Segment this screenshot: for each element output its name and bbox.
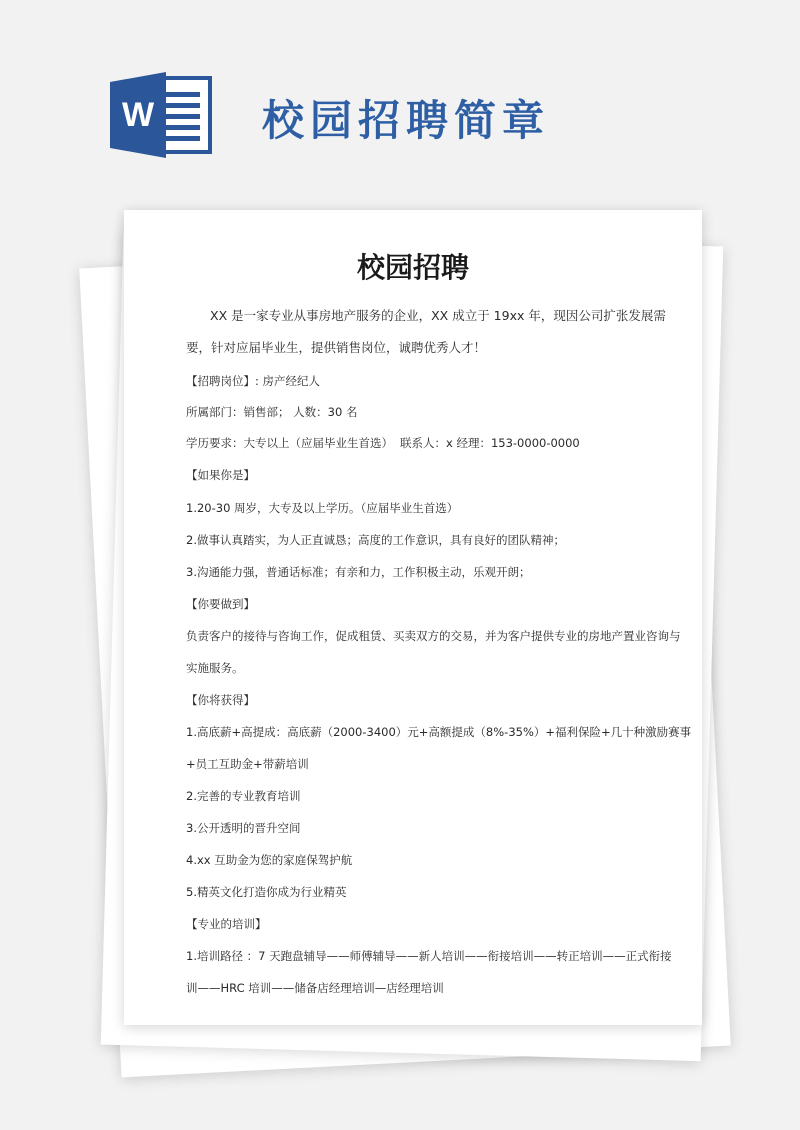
duty-line-2: 实施服务。 xyxy=(186,661,244,675)
benefit-4: 4.xx 互助金为您的家庭保驾护航 xyxy=(186,853,353,867)
section-heading-you-do: 【你要做到】 xyxy=(186,597,255,611)
svg-text:W: W xyxy=(121,96,155,134)
benefit-1-line-1: 1.高底薪+高提成：高底薪（2000-3400）元+高额提成（8%-35%）+福利保险+几十种激励赛事 xyxy=(186,725,692,739)
word-logo-icon xyxy=(110,72,214,158)
banner-title: 校园招聘简章 xyxy=(262,96,551,145)
benefit-2: 2.完善的专业教育培训 xyxy=(186,789,301,803)
contact-line: 联系人：x 经理：153-0000-0000 xyxy=(400,436,580,450)
section-heading-if-you-are: 【如果你是】 xyxy=(186,468,255,482)
benefit-5: 5.精英文化打造你成为行业精英 xyxy=(186,885,347,899)
intro-line-2: 要，针对应届毕业生，提供销售岗位，诚聘优秀人才！ xyxy=(186,340,487,355)
position-line: 【招聘岗位】: 房产经纪人 xyxy=(186,374,321,388)
education-line: 学历要求：大专以上（应届毕业生首选） xyxy=(186,436,393,450)
requirement-1: 1.20-30 周岁，大专及以上学历。（应届毕业生首选） xyxy=(186,501,459,515)
header-banner xyxy=(0,0,800,200)
requirement-3: 3.沟通能力强，普通话标准；有亲和力，工作积极主动，乐观开朗； xyxy=(186,565,531,579)
section-heading-training: 【专业的培训】 xyxy=(186,917,267,931)
benefit-3: 3.公开透明的晋升空间 xyxy=(186,821,301,835)
training-line-1: 1.培训路径 ：7 天跑盘辅导——师傅辅导——新人培训——衔接培训——转正培训——正式衔接 xyxy=(186,949,672,963)
document-page xyxy=(124,210,702,1025)
benefit-1-line-2: +员工互助金+带薪培训 xyxy=(186,757,309,771)
duty-line-1: 负责客户的接待与咨询工作，促成租赁、买卖双方的交易，并为客户提供专业的房地产置业咨询与 xyxy=(186,629,681,643)
training-line-2: 训——HRC 培训——储备店经理培训—店经理培训 xyxy=(186,981,444,995)
requirement-2: 2.做事认真踏实，为人正直诚恳；高度的工作意识，具有良好的团队精神； xyxy=(186,533,565,547)
intro-line-1: XX 是一家专业从事房地产服务的企业，XX 成立于 19xx 年，现因公司扩张发展需 xyxy=(210,308,666,323)
section-heading-you-get: 【你将获得】 xyxy=(186,693,255,707)
document-title: 校园招聘 xyxy=(356,251,469,284)
department-line: 所属部门：销售部； 人数：30 名 xyxy=(186,405,358,419)
